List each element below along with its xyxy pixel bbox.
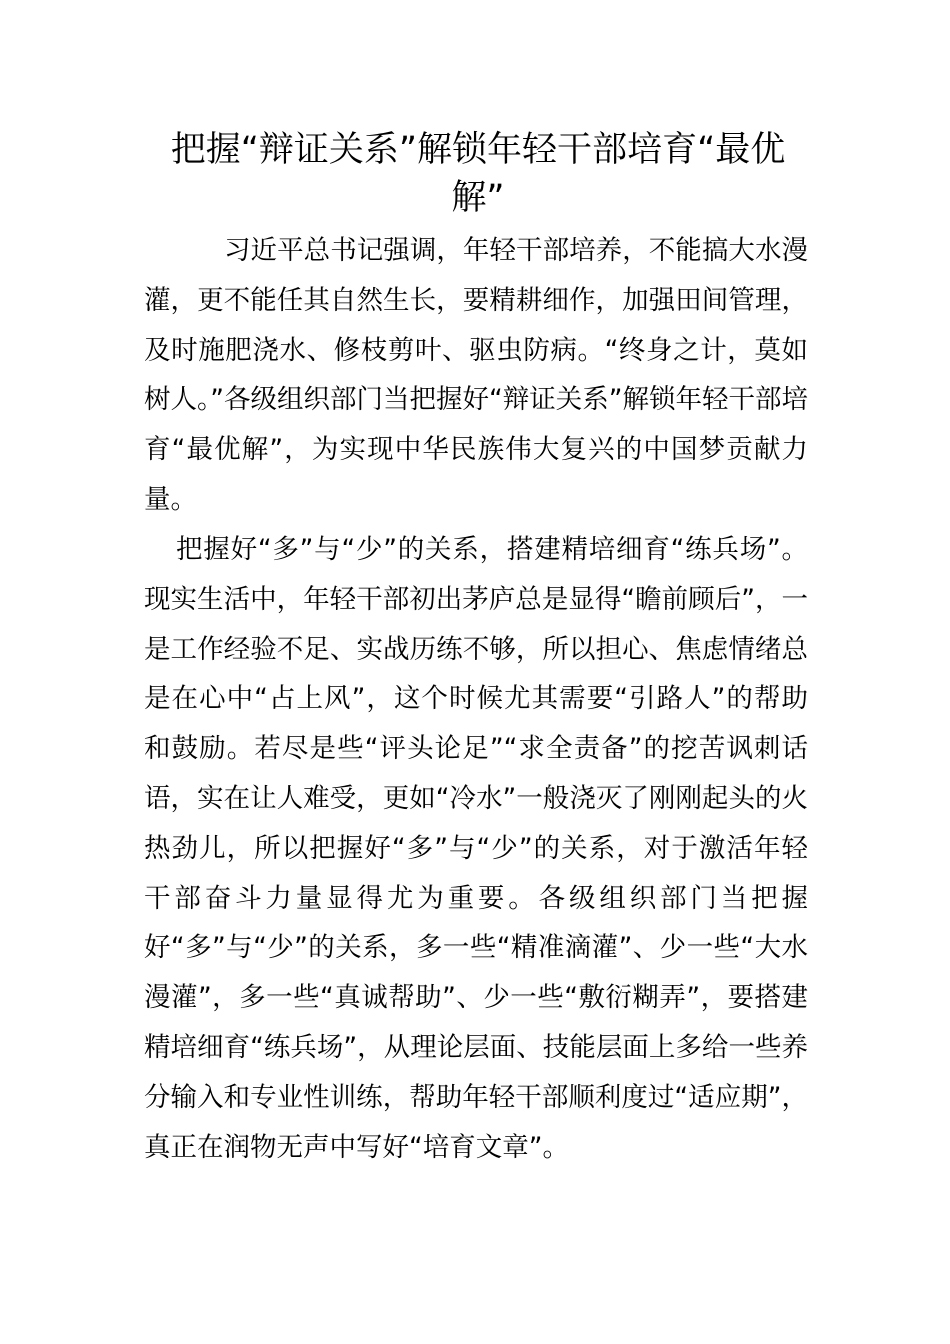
paragraph-section-one: 把握好“多”与“少”的关系，搭建精培细育“练兵场”。现实生活中，年轻干部初出茅庐总是显得“瞻前顾后”，一是工作经验不足、实战历练不够，所以担心、焦虑情绪总是在心中“占上风”，这个时候尤其需要“引路人”的帮助和鼓励。若尽是些“评头论足”“求全责备”的挖苦讽刺话语，实在让人难受，更如“冷水”一般浇灭了刚刚起头的火热劲儿，所以把握好“多”与“少”的关系，对于激活年轻干部奋斗力量显得尤为重要。各级组织部门当把握好“多”与“少”的关系，多一些“精准滴灌”、少一些“大水漫灌”，多一些“真诚帮助”、少一些“敷衍糊弄”，要搭建精培细育“练兵场”，从理论层面、技能层面上多给一些养分输入和专业性训练，帮助年轻干部顺利度过“适应期”，真正在润物无声中写好“培育文章”。 [144,534,808,1163]
paragraph-intro: 习近平总书记强调，年轻干部培养，不能搞大水漫灌，更不能任其自然生长，要精耕细作，加强田间管理，及时施肥浇水、修枝剪叶、驱虫防病。“终身之计，莫如树人。”各级组织部门当把握好“辩证关系”解锁年轻干部培育“最优解”，为实现中华民族伟大复兴的中国梦贡献力量。 [144,235,808,515]
document-title: 把握“辩证关系”解锁年轻干部培育“最优解” [170,130,786,218]
